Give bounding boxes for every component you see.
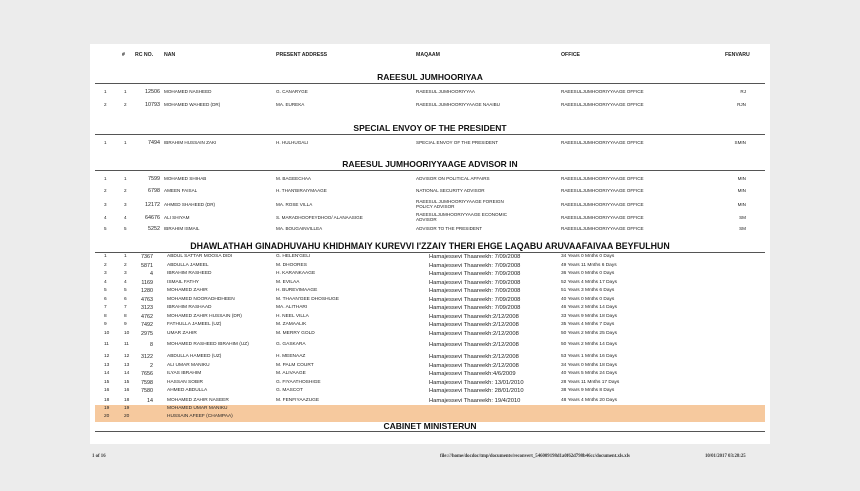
spreadsheet-page [90,44,770,444]
service-duration: 34 Years 0 Mnths 0 Days [561,254,615,259]
row-number: 2 [104,262,107,268]
rc-number: 7599 [148,175,160,182]
office: RAEESULJUMHOORIYYAAGE OFFICE [561,102,644,107]
row-number: 20 [104,414,110,419]
service-duration: 50 Years 2 Mnths 25 Days [561,330,617,336]
fenvaru-code: MIN [737,188,746,193]
col-office: OFFICE [561,52,581,58]
row-index: 1 [124,89,127,94]
row-index: 9 [124,322,127,327]
person-name: HASSAN SOBIR [167,379,203,385]
row-index: 20 [124,414,130,419]
person-name: IBRAHIM HUSSAIN ZAKI [164,140,217,145]
maqaam: RAEESULJUMHOORIYYAAGE ECONOMIC [416,212,508,217]
service-date: Hamajessevi Thaareekh:2/12/2008 [429,342,519,348]
row-index: 18 [124,397,130,403]
present-address: M. EVILAA [276,279,300,285]
service-date: Hamajessevi Thaareekh: 13/01/2010 [429,379,524,386]
rc-number: 5252 [148,225,160,232]
row-index: 15 [124,379,130,385]
fenvaru-code: RJ [740,89,746,94]
maqaam: SPECIAL ENVOY OF THE PRESIDENT [416,140,499,145]
page-number: 1 of 16 [92,454,106,459]
service-date: Hamajessevi Thaareekh:2/12/2008 [429,362,519,369]
rc-number: 7598 [141,379,153,386]
section-rule [95,170,765,171]
present-address: M. BAGEECHAA [276,176,311,181]
present-address: H. BUREVIMAAGE [276,288,318,293]
present-address: G. FIYAATHOSHIGE [276,379,321,385]
service-duration: 35 Years 4 Mnths 7 Days [561,322,615,327]
present-address: M. PALM COURT [276,362,314,368]
service-date: Hamajessevi Thaareekh: 7/09/2008 [429,254,521,260]
row-number: 4 [104,279,107,285]
service-date: Hamajessevi Thaareekh: 28/01/2010 [429,388,524,394]
person-name: ILYAS IBRAHIM [167,371,202,376]
row-number: 3 [104,271,107,276]
row-number: 6 [104,296,107,302]
row-number: 12 [104,354,110,359]
section-title-raeesul: RAEESUL JUMHOORIYAA [377,72,483,82]
present-address: M. THAAN'GEE DHOSHUGE [276,296,339,302]
row-number: 13 [104,362,110,368]
rc-number: 1169 [141,279,153,286]
section-rule [95,83,765,84]
service-date: Hamajessevi Thaareekh: 7/09/2008 [429,288,521,294]
rc-number: 7580 [141,388,153,394]
present-address: MA. EUREKA [276,102,305,107]
table-row [95,387,765,396]
present-address: M. DHOORES [276,262,307,268]
office: RAEESULJUMHOORIYYAAGE OFFICE [561,215,644,220]
maqaam-line2: POLICY ADVISOR [416,204,455,209]
rc-number: 7494 [148,139,160,146]
row-number: 15 [104,379,110,385]
person-name: AMEEN FAISAL [164,188,198,193]
row-index: 1 [124,176,127,181]
service-duration: 52 Years 4 Mnths 17 Days [561,279,617,285]
service-date: Hamajessevi Thaareekh: 7/09/2008 [429,296,521,303]
present-address: H. KARANKAAGE [276,271,316,276]
row-number: 4 [104,215,107,220]
col-present-address: PRESENT ADDRESS [276,52,328,58]
row-number: 3 [104,202,107,207]
fenvaru-code: SMIN [734,140,746,145]
person-name: ABDULLA JAMEEL [167,262,209,268]
row-index: 5 [124,288,127,293]
row-index: 5 [124,226,127,231]
person-name: MOHAMED ZAHIR HUSSAIN (DR) [167,313,242,319]
office: RAEESULJUMHOORIYYAAGE OFFICE [561,140,644,145]
col-rc-no: RC NO. [135,52,154,58]
service-duration: 51 Years 3 Mnths 6 Days [561,288,615,293]
rc-number: 1280 [141,288,153,294]
section-rule [95,134,765,135]
col-index: # [122,52,125,58]
person-name: MOHAMED ZAHIR NASEER [167,397,229,403]
row-index: 2 [124,188,127,193]
row-number: 16 [104,388,110,393]
fenvaru-code: SM [739,226,746,231]
present-address: MA. ROSE VILLA [276,202,313,207]
service-duration: 28 Years 11 Mnths 17 Days [561,379,620,385]
row-index: 3 [124,271,127,276]
maqaam: ADVISOR TO THE PRESIDENT [416,226,483,231]
section-rule [95,431,765,432]
service-duration: 34 Years 0 Mnths 18 Days [561,362,617,368]
row-number: 2 [104,102,107,107]
person-name: ALI UMAR MANIKU [167,362,210,368]
service-duration: 53 Years 1 Mnths 16 Days [561,354,617,359]
rc-number: 5871 [141,262,153,269]
person-name: IBRAHIM ISMAIL [164,226,200,231]
row-number: 5 [104,226,107,231]
present-address: M. ZAMAALIK [276,322,307,327]
col-fenvaru: FENVARU [725,52,750,58]
office: RAEESULJUMHOORIYYAAGE OFFICE [561,89,644,94]
person-name: FATHULLA JAMEEL (UZ) [167,322,222,327]
fenvaru-code: MIN [737,176,746,181]
row-number: 8 [104,313,107,319]
rc-number: 7492 [141,322,153,328]
service-duration: 40 Years 5 Mnths 24 Days [561,371,617,376]
service-duration: 40 Years 0 Mnths 0 Days [561,296,615,302]
service-duration: 38 Years 9 Mnths 8 Days [561,388,615,393]
rc-number: 64676 [145,214,160,221]
rc-number: 4762 [141,313,153,320]
row-index: 12 [124,354,130,359]
table-row [95,341,765,350]
row-number: 11 [104,342,109,347]
row-number: 7 [104,305,107,310]
row-index: 2 [124,262,127,268]
row-index: 8 [124,313,127,319]
rc-number: 4763 [141,296,153,303]
row-number: 10 [104,330,110,336]
service-duration: 36 Years 0 Mnths 0 Days [561,271,615,276]
person-name: MOHAMED SHIHAB [164,176,207,181]
maqaam: ADVISOR ON POLITICAL AFFAIRS [416,176,490,181]
service-duration: 46 Years 2 Mnths 14 Days [561,305,617,310]
present-address: H. HULHUGALI [276,140,309,145]
service-date: Hamajessevi Thaareekh: 7/09/2008 [429,262,521,269]
person-name: MOHAMED UMAR MANIKU [167,406,228,411]
row-index: 11 [124,342,129,347]
present-address: G. CANARYGE [276,89,308,94]
rc-number: 14 [147,397,153,404]
col-nan: NAN [164,52,176,58]
service-duration: 50 Years 2 Mnths 14 Days [561,342,617,347]
person-name: IBRAHIM RASHAAD [167,305,212,310]
row-number: 14 [104,371,110,376]
section-title-special-envoy: SPECIAL ENVOY OF THE PRESIDENT [353,123,507,133]
row-index: 16 [124,388,130,393]
row-index: 14 [124,371,130,376]
present-address: S. MARADHOOFEYDHOO/ ALANAASIGE [276,215,363,220]
person-name: MOHAMED WAHEED (DR) [164,102,221,107]
rc-number: 8 [150,342,153,348]
rc-number: 7656 [141,371,153,377]
service-date: Hamajessevi Thaareekh:2/12/2008 [429,330,519,337]
rc-number: 7367 [141,254,153,260]
person-name: MOHAMED ZAHIR [167,288,208,293]
person-name: AHMED ABDULLA [167,388,208,393]
maqaam: RAEESUL JUMHOORIYYAAGE NAAIBU [416,102,500,107]
row-index: 4 [124,279,127,285]
col-maqaam: MAQAAM [416,52,440,58]
office: RAEESULJUMHOORIYYAAGE OFFICE [561,188,644,193]
maqaam: NATIONAL SECURITY ADVISOR [416,188,485,193]
service-date: Hamajessevi Thaareekh:2/12/2008 [429,313,519,320]
rc-number: 3122 [141,354,153,360]
person-name: ALI SHIYAM [164,215,190,220]
service-date: Hamajessevi Thaareekh:2/12/2008 [429,322,519,328]
row-number: 9 [104,322,107,327]
present-address: G. MASCOT [276,388,303,393]
row-index: 6 [124,296,127,302]
person-name: UMAR ZAHIR [167,330,197,336]
row-index: 1 [124,254,127,259]
service-date: Hamajessevi Thaareekh: 7/09/2008 [429,305,521,311]
row-index: 7 [124,305,127,310]
person-name: MOHAMED RASHEED IBRAHIM (UZ) [167,342,249,347]
person-name: AHMED SHAHEED (DR) [164,202,216,207]
rc-number: 12506 [145,88,160,95]
row-number: 18 [104,397,110,403]
section-title-dhawlathah: DHAWLATHAH GINADHUVAHU KHIDHMAIY KUREVVI I'ZZAIY THERI EHGE LAQABU ARUVAAFAIVAA BEYFULHUN [190,241,670,251]
person-name: ABDUL SATTAR MOOSA DIDI [167,254,233,259]
row-number: 2 [104,188,107,193]
service-date: Hamajessevi Thaareekh: 7/09/2008 [429,279,521,286]
fenvaru-code: RJN [737,102,746,107]
person-name: ABDULLA HAMEED (UZ) [167,354,222,359]
row-number: 1 [104,140,107,145]
service-date: Hamajessevi Thaareekh: 19/4/2010 [429,397,521,404]
present-address: MA. BOUGAINVILLEA [276,226,323,231]
row-number: 1 [104,176,107,181]
maqaam: RAEESUL JUMHOORIYYAA [416,89,475,94]
row-number: 19 [104,406,110,411]
present-address: H. THAN'BIRAIYMAAGE [276,188,327,193]
present-address: MA. ALITHARI [276,305,308,310]
rc-number: 2975 [141,330,153,337]
service-duration: 49 Years 11 Mnths 6 Days [561,262,617,268]
row-index: 3 [124,202,127,207]
office: RAEESULJUMHOORIYYAAGE OFFICE [561,226,644,231]
rc-number: 6798 [148,187,160,194]
row-index: 1 [124,140,127,145]
fenvaru-code: SM [739,215,746,220]
row-index: 4 [124,215,127,220]
table-row [95,330,765,339]
present-address: H. MEENAAZ [276,354,306,359]
row-index: 10 [124,330,130,336]
present-address: M. FENFIYAAZUGE [276,397,320,403]
present-address: G. GASKARA [276,342,306,347]
present-address: H. NEEL VILLA [276,313,309,319]
row-index: 2 [124,102,127,107]
service-date: Hamajessevi Thaareekh:2/12/2008 [429,354,519,360]
row-index: 13 [124,362,130,368]
person-name: MOHAMED NOORADHDHEEN [167,296,235,302]
service-duration: 33 Years 9 Mnths 18 Days [561,313,617,319]
present-address: G. HELEN'GELI [276,254,311,259]
service-date: Hamajessevi Thaareekh: 7/09/2008 [429,271,521,277]
present-address: M. ALIVAAGE [276,371,306,376]
row-number: 1 [104,254,107,259]
rc-number: 10793 [145,101,160,108]
row-number: 5 [104,288,107,293]
maqaam: RAEESUL JUMHOORIYYAAGE FOREIGN [416,199,504,204]
section-title-advisor: RAEESUL JUMHOORIYYAAGE ADVISOR IN [342,159,518,169]
person-name: HUSSAIN AFEEF (CHAMPAA) [167,414,233,419]
rc-number: 4 [150,271,153,277]
row-number: 1 [104,89,107,94]
rc-number: 2 [150,362,153,369]
office: RAEESULJUMHOORIYYAAGE OFFICE [561,176,644,181]
file-path: file:///home/docdoc/tmp/documents/reconvert_546009198d1a0f62d798b46cc/document.xls.xls [440,454,630,459]
section-title-cabinet: CABINET MINISTERUN [383,421,477,431]
fenvaru-code: MIN [737,202,746,207]
person-name: MOHAMED NASHEED [164,89,212,94]
person-name: ISMAIL FATHY [167,279,199,285]
print-datetime: 10/01/2017 03:28:25 [705,454,746,459]
person-name: IBRAHIM RASHEED [167,271,212,276]
present-address: M. MERRY GOLD [276,330,315,336]
row-index: 19 [124,406,130,411]
maqaam-line2: ADVISOR [416,217,437,222]
rc-number: 12172 [145,201,160,208]
service-date: Hamajessevi Thaareekh:4/6/2009 [429,371,516,377]
office: RAEESULJUMHOORIYYAAGE OFFICE [561,202,644,207]
service-duration: 48 Years 4 Mnths 20 Days [561,397,617,403]
rc-number: 3123 [141,305,153,311]
